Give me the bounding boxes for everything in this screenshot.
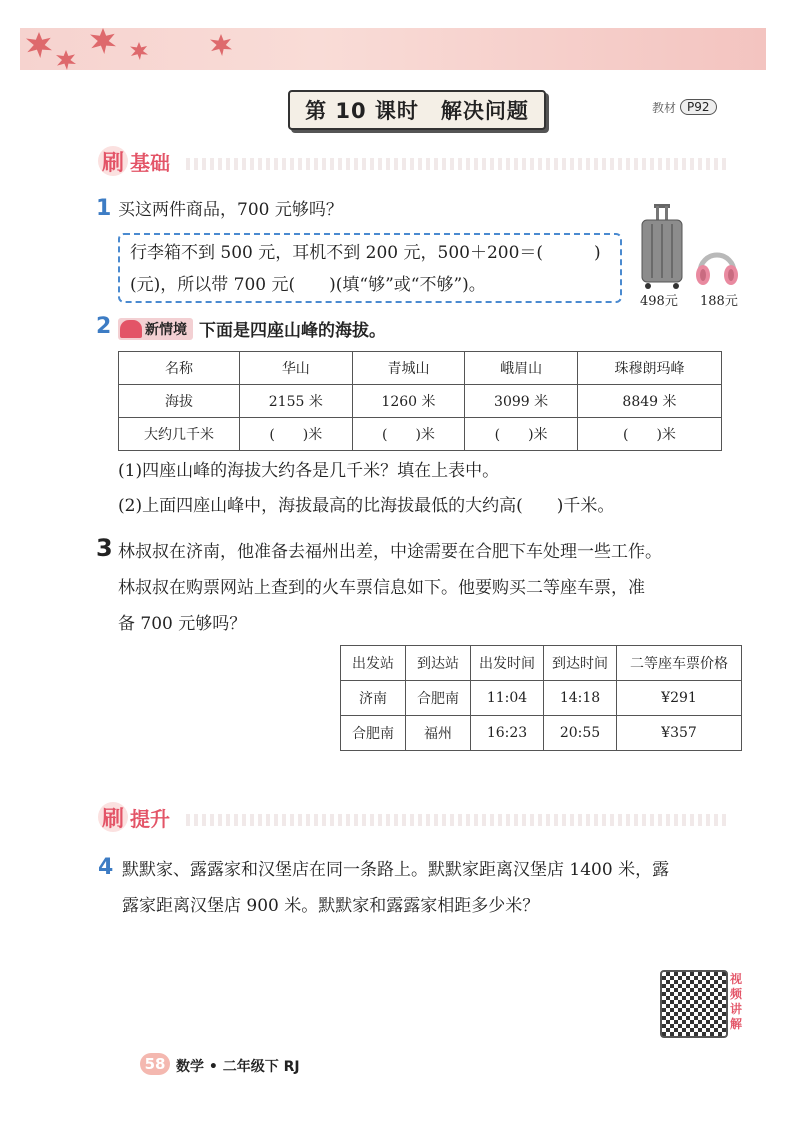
new-context-badge	[118, 318, 193, 340]
table-cell: ¥357	[617, 716, 742, 751]
table-header-cell: 峨眉山	[465, 352, 578, 385]
question-2-sub-2: (2)上面四座山峰中，海拔最高的比海拔最低的大约高( )千米。	[118, 496, 615, 516]
section-divider	[186, 814, 730, 826]
table-header-cell: 名称	[119, 352, 240, 385]
table-header-cell: 珠穆朗玛峰	[577, 352, 721, 385]
maple-leaf-icon	[210, 34, 232, 56]
answer-box-line: (元)，所以带 700 元( )(填“够”或“不够”)。	[130, 275, 486, 295]
umbrella-icon	[120, 320, 142, 338]
question-3-line: 林叔叔在购票网站上查到的火车票信息如下。他要购买二等座车票，准	[118, 578, 645, 598]
badge-label: 新情境	[145, 321, 187, 338]
table-row	[341, 681, 742, 716]
section-icon: 刷	[98, 146, 128, 176]
video-explanation-label: 视频讲解	[730, 972, 743, 1031]
suitcase-icon	[638, 204, 686, 290]
table-cell: ¥291	[617, 681, 742, 716]
question-number: 3	[96, 534, 113, 562]
question-number: 2	[96, 314, 112, 339]
question-2-sub-1: (1)四座山峰的海拔大约各是几千米？填在上表中。	[118, 461, 500, 481]
qr-code[interactable]	[660, 970, 728, 1038]
question-number: 4	[98, 855, 114, 880]
answer-box-line: 行李箱不到 500 元，耳机不到 200 元，500＋200＝( )	[130, 243, 601, 263]
mountain-table	[118, 351, 722, 451]
question-number: 1	[96, 196, 112, 221]
question-3-text	[118, 534, 768, 642]
table-cell: 济南	[341, 681, 406, 716]
answer-blank-cell[interactable]: ( )米	[577, 418, 721, 451]
reference-label: 教材	[652, 100, 677, 115]
suitcase-price: 498元	[640, 294, 678, 309]
table-header-cell: 出发站	[341, 646, 406, 681]
textbook-reference	[652, 98, 736, 116]
table-cell: 合肥南	[341, 716, 406, 751]
table-cell: 11:04	[471, 681, 544, 716]
table-row	[119, 352, 722, 385]
question-1-answer-box	[118, 233, 622, 303]
table-header-cell: 二等座车票价格	[617, 646, 742, 681]
table-header-cell: 青城山	[352, 352, 465, 385]
question-2-heading	[118, 316, 386, 341]
section-label: 提升	[130, 806, 170, 831]
section-basic-header	[98, 146, 170, 176]
question-1-text: 买这两件商品，700 元够吗？	[118, 200, 343, 220]
table-cell: 14:18	[544, 681, 617, 716]
question-4-text	[122, 852, 772, 924]
maple-leaf-icon	[56, 50, 76, 70]
table-row	[119, 418, 722, 451]
headphones-price: 188元	[700, 294, 738, 309]
maple-leaf-icon	[26, 32, 52, 58]
table-cell: 3099 米	[465, 385, 578, 418]
table-header-cell: 出发时间	[471, 646, 544, 681]
table-row	[341, 646, 742, 681]
question-4-line: 默默家、露露家和汉堡店在同一条路上。默默家距离汉堡店 1400 米，露	[122, 860, 670, 880]
question-3-line: 林叔叔在济南，他准备去福州出差，中途需要在合肥下车处理一些工作。	[118, 542, 662, 562]
answer-blank-cell[interactable]: ( )米	[465, 418, 578, 451]
maple-leaf-icon	[130, 42, 148, 60]
table-cell: 合肥南	[406, 681, 471, 716]
table-cell: 8849 米	[577, 385, 721, 418]
table-cell: 大约几千米	[119, 418, 240, 451]
table-header-cell: 到达站	[406, 646, 471, 681]
lesson-title: 第 10 课时 解决问题	[288, 90, 546, 130]
headphones-icon	[694, 244, 740, 288]
book-info: 数学 • 二年级下 RJ	[176, 1059, 300, 1075]
train-ticket-table	[340, 645, 742, 751]
header-band	[20, 28, 766, 70]
maple-leaf-icon	[90, 28, 116, 54]
question-2-text: 下面是四座山峰的海拔。	[199, 321, 386, 341]
answer-blank-cell[interactable]: ( )米	[240, 418, 353, 451]
table-cell: 2155 米	[240, 385, 353, 418]
reference-page: P92	[680, 99, 717, 115]
section-advanced-header	[98, 802, 170, 832]
answer-blank-cell[interactable]: ( )米	[352, 418, 465, 451]
page-number: 58	[140, 1053, 170, 1075]
question-4-line: 露家距离汉堡店 900 米。默默家和露露家相距多少米？	[122, 896, 540, 916]
table-cell: 20:55	[544, 716, 617, 751]
table-cell: 1260 米	[352, 385, 465, 418]
table-row	[119, 385, 722, 418]
table-cell: 福州	[406, 716, 471, 751]
table-row	[341, 716, 742, 751]
table-cell: 16:23	[471, 716, 544, 751]
table-cell: 海拔	[119, 385, 240, 418]
section-label: 基础	[130, 150, 170, 175]
section-icon: 刷	[98, 802, 128, 832]
question-3-line: 备 700 元够吗？	[118, 614, 247, 634]
table-header-cell: 华山	[240, 352, 353, 385]
table-header-cell: 到达时间	[544, 646, 617, 681]
section-divider	[186, 158, 730, 170]
